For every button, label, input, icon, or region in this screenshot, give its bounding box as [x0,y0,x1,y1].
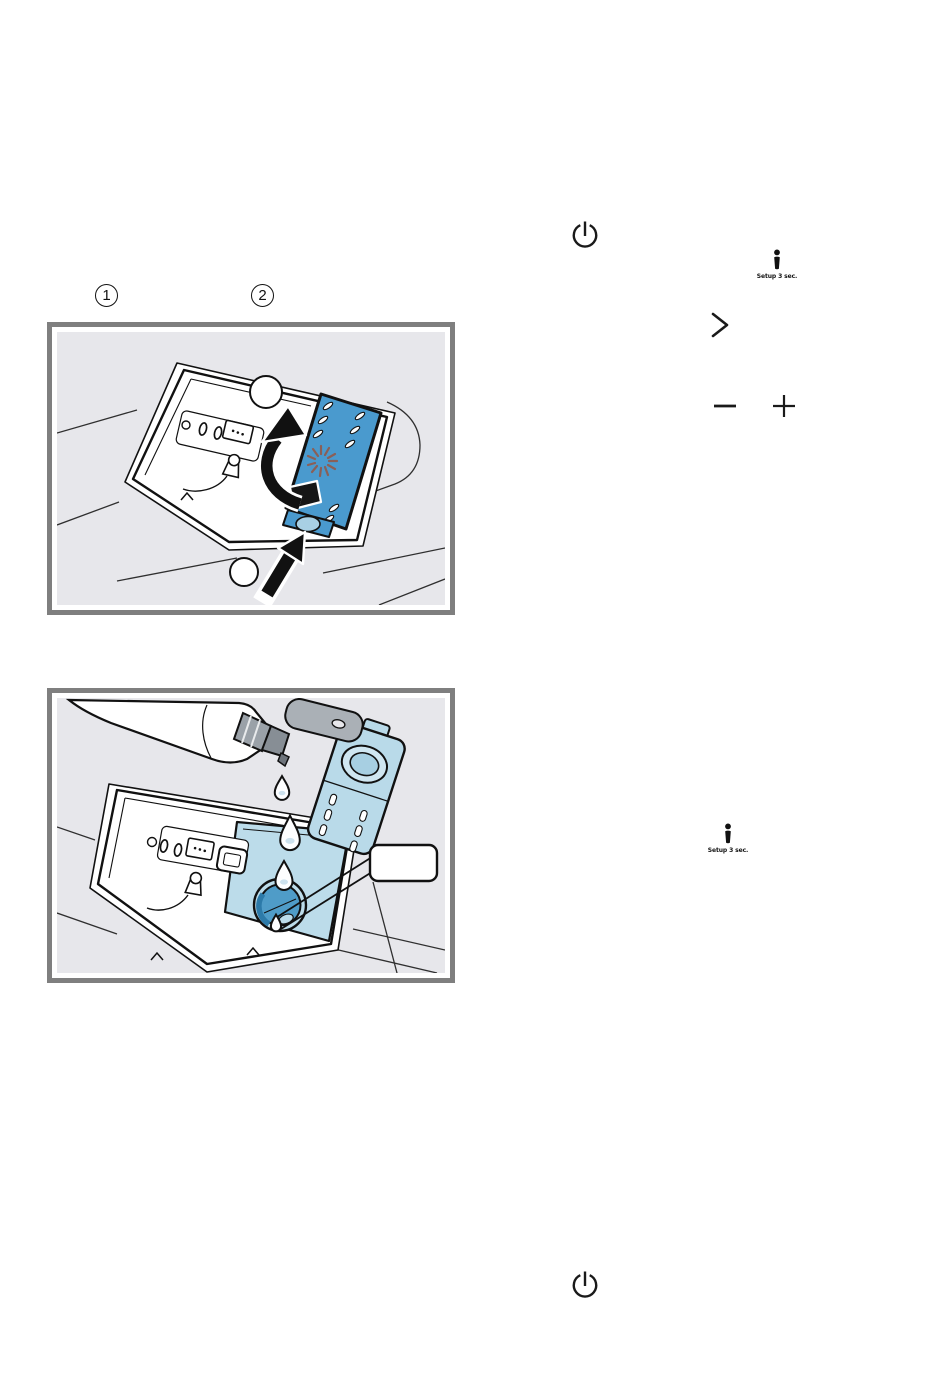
rinse-aid-bottle [69,698,365,766]
callout-circle-bottom [230,558,258,586]
info-setup-top [745,249,809,280]
plus-icon [771,393,797,419]
figure-fill-rinse-aid-canvas [57,698,445,973]
latch-grip [296,517,320,532]
dose-window [186,838,215,860]
figure2-illustration [57,698,445,973]
figure-open-dispenser [47,322,455,615]
callout-circle-top [250,376,282,408]
step-2-number: 2 [258,287,267,304]
setup-label: Setup 3 sec. [756,273,798,280]
power-icon [569,220,601,254]
setup-label: Setup 3 sec. [707,847,749,854]
callout-box [370,845,437,881]
chevron-right-icon [706,310,734,340]
minus-icon [712,400,738,412]
strip-end-knob [148,838,157,847]
figure1-illustration [57,332,445,605]
step-1-number: 1 [102,287,111,304]
info-setup-middle [696,823,760,854]
step-marker-1 [95,284,118,307]
step-marker-2 [251,284,274,307]
figure-open-dispenser-canvas [57,332,445,605]
bottle-spout [278,753,289,766]
lid-catch [216,846,248,874]
info-icon [722,823,734,845]
bottle-flip-cap [282,698,365,744]
figure-fill-rinse-aid [47,688,455,983]
power-icon [569,1270,601,1304]
info-icon [771,249,783,271]
strip-end-knob [182,421,190,429]
